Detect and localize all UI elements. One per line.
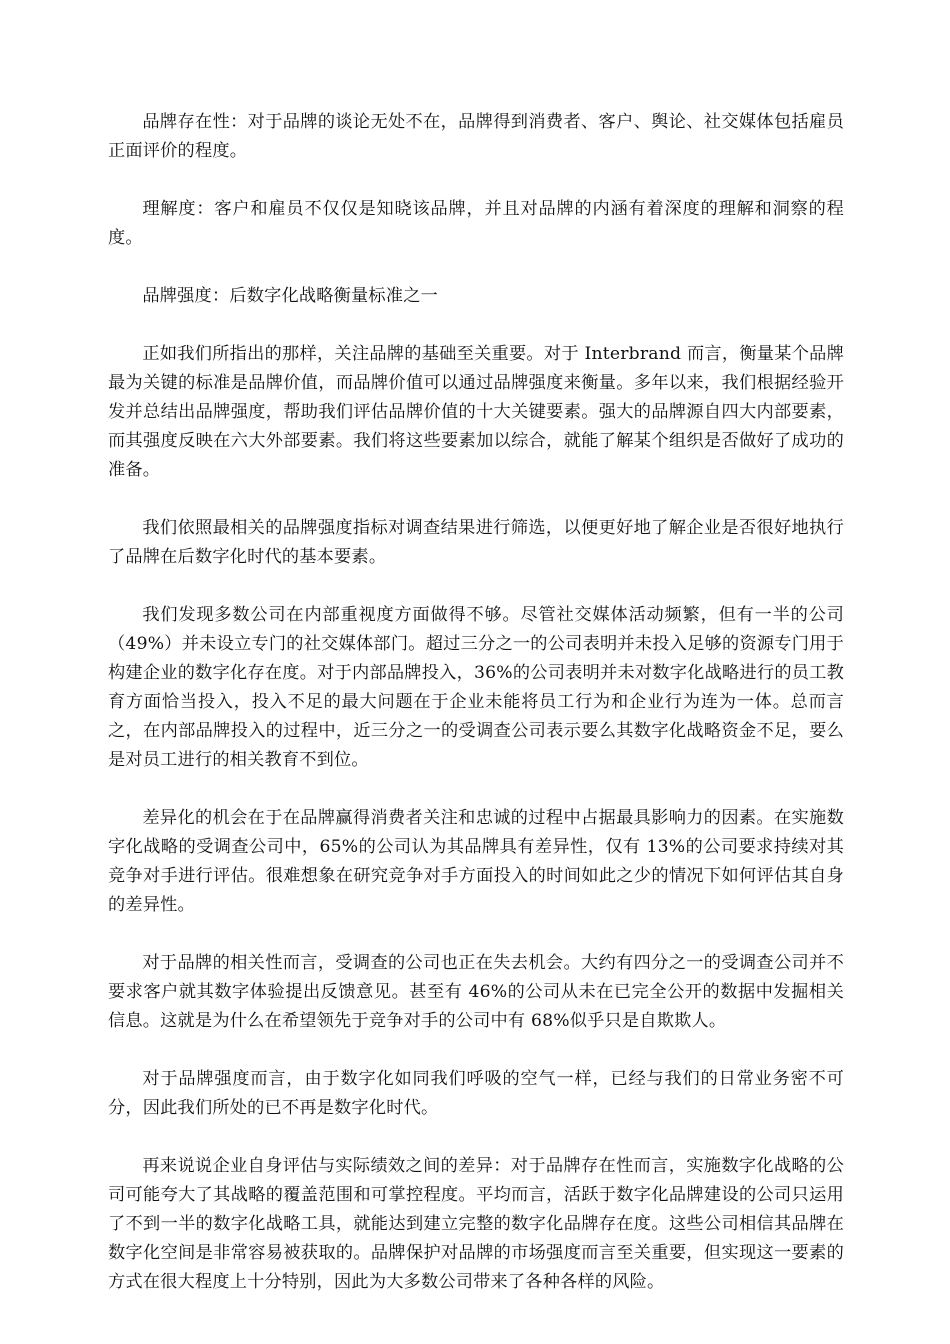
paragraph-brand-presence: 品牌存在性：对于品牌的谈论无处不在，品牌得到消费者、客户、舆论、社交媒体包括雇员正面评价的程度。 — [108, 112, 844, 161]
paragraph-differentiation: 差异化的机会在于在品牌赢得消费者关注和忠诚的过程中占据最具影响力的因素。在实施数字化战略的受调查公司中，65%的公司认为其品牌具有差异性，仅有 13%的公司要求持续对其竞争对手进行评估。很难想象在研究竞争对手方面投入的时间如此之少的情况下如何评估其自身的差异性。 — [108, 808, 844, 915]
paragraph-digital-era: 对于品牌强度而言，由于数字化如同我们呼吸的空气一样，已经与我们的日常业务密不可分，因此我们所处的已不再是数字化时代。 — [108, 1069, 844, 1118]
document-page — [108, 108, 844, 1326]
section-heading-brand-strength: 品牌强度：后数字化战略衡量标准之一 — [142, 286, 438, 306]
paragraph-survey-filter: 我们依照最相关的品牌强度指标对调查结果进行筛选，以便更好地了解企业是否很好地执行了品牌在后数字化时代的基本要素。 — [108, 518, 844, 567]
paragraph-understanding: 理解度：客户和雇员不仅仅是知晓该品牌，并且对品牌的内涵有着深度的理解和洞察的程度。 — [108, 199, 844, 248]
paragraph-brand-value: 正如我们所指出的那样，关注品牌的基础至关重要。对于 Interbrand 而言，衡量某个品牌最为关键的标准是品牌价值，而品牌价值可以通过品牌强度来衡量。多年以来，我们根据经验开发并总结出品牌强度，帮助我们评估品牌价值的十大关键要素。强大的品牌源自四大内部要素，而其强度反映在六大外部要素。我们将这些要素加以综合，就能了解某个组织是否做好了成功的准备。 — [108, 344, 844, 480]
paragraph-relevance: 对于品牌的相关性而言，受调查的公司也正在失去机会。大约有四分之一的受调查公司并不要求客户就其数字体验提出反馈意见。甚至有 46%的公司从未在已完全公开的数据中发掘相关信息。这就是为什么在希望领先于竞争对手的公司中有 68%似乎只是自欺欺人。 — [108, 953, 844, 1031]
paragraph-internal-commitment: 我们发现多数公司在内部重视度方面做得不够。尽管社交媒体活动频繁，但有一半的公司（49%）并未设立专门的社交媒体部门。超过三分之一的公司表明并未投入足够的资源专门用于构建企业的数字化存在度。对于内部品牌投入，36%的公司表明并未对数字化战略进行的员工教育方面恰当投入，投入不足的最大问题在于企业未能将员工行为和企业行为连为一体。总而言之，在内部品牌投入的过程中，近三分之一的受调查公司表示要么其数字化战略资金不足，要么是对员工进行的相关教育不到位。 — [108, 605, 844, 770]
paragraph-performance-gap: 再来说说企业自身评估与实际绩效之间的差异：对于品牌存在性而言，实施数字化战略的公司可能夸大了其战略的覆盖范围和可掌控程度。平均而言，活跃于数字化品牌建设的公司只运用了不到一半的数字化战略工具，就能达到建立完整的数字化品牌存在度。这些公司相信其品牌在数字化空间是非常容易被获取的。品牌保护对品牌的市场强度而言至关重要，但实现这一要素的方式在很大程度上十分特别，因此为大多数公司带来了各种各样的风险。 — [108, 1156, 844, 1292]
